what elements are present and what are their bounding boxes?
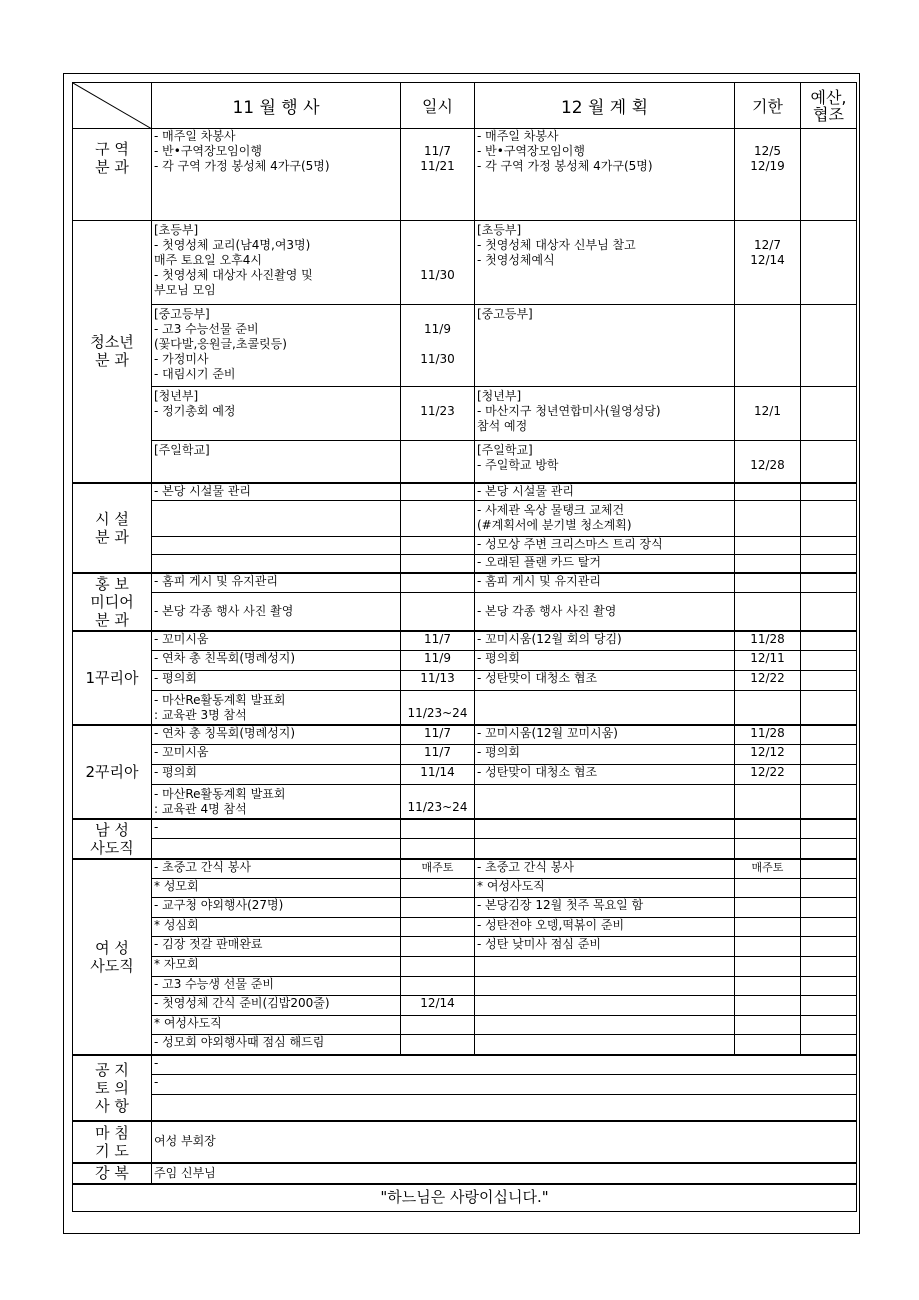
women-dec-7 <box>475 977 735 996</box>
youth-elementary-dec: [초등부] - 첫영성체 대상자 신부님 찰고 - 첫영성체예식 <box>475 221 735 305</box>
curia2-nov-date-1: 11/7 <box>401 725 475 745</box>
facility-dec-4: - 오래된 플랜 카드 탈거 <box>475 555 735 573</box>
women-dec-10 <box>475 1035 735 1055</box>
header-row <box>73 83 857 129</box>
curia2-dec-date-2: 12/12 <box>735 745 801 765</box>
women-row-2 <box>73 879 857 898</box>
closing-prayer-row <box>73 1121 857 1163</box>
women-nov-9: * 여성사도직 <box>152 1016 401 1035</box>
pr-nov-1: - 홈피 게시 및 유지관리 <box>152 573 401 593</box>
curia2-dec-date-3: 12/22 <box>735 765 801 785</box>
women-dec-1: - 초중고 간식 봉사 <box>475 859 735 879</box>
youth-elementary-nov-date: 11/30 <box>401 221 475 305</box>
youth-sunday-school-dec-date: 12/28 <box>735 441 801 483</box>
notice-line-3 <box>152 1095 857 1121</box>
women-dec-4: - 성탄전야 오뎅,떡볶이 준비 <box>475 918 735 937</box>
women-row-1 <box>73 859 857 879</box>
youth-middle-high-budget <box>801 305 857 387</box>
blessing-row <box>73 1163 857 1184</box>
curia1-budget-3 <box>801 671 857 691</box>
women-dec-3: - 본당김장 12월 첫주 목요일 함 <box>475 898 735 918</box>
district-dec: - 매주일 차봉사 - 반•구역장모임이행 - 각 구역 가정 봉성체 4가구(5명) <box>475 129 735 221</box>
pr-dec-date-2 <box>735 593 801 631</box>
women-dec-date-2 <box>735 879 801 898</box>
women-budget-7 <box>801 977 857 996</box>
facility-dec-date-2 <box>735 501 801 537</box>
curia1-dec-date-4 <box>735 691 801 725</box>
pr-nov-2: - 본당 각종 행사 사진 촬영 <box>152 593 401 631</box>
men-nov-date-2 <box>401 839 475 859</box>
curia1-row-2 <box>73 651 857 671</box>
facility-dec-2: - 사제관 옥상 물탱크 교체건 (#계획서에 분기별 청소계획) <box>475 501 735 537</box>
curia1-nov-date-3: 11/13 <box>401 671 475 691</box>
header-dec-date: 기한 <box>735 83 801 129</box>
facility-nov-date-4 <box>401 555 475 573</box>
women-dec-date-10 <box>735 1035 801 1055</box>
blessing-value: 주임 신부님 <box>152 1163 857 1184</box>
youth-label: 청소년 분 과 <box>73 221 152 483</box>
curia1-nov-2: - 연차 총 친목회(명례성지) <box>152 651 401 671</box>
youth-sunday-school-dec: [주일학교] - 주일학교 방학 <box>475 441 735 483</box>
curia2-budget-2 <box>801 745 857 765</box>
women-budget-3 <box>801 898 857 918</box>
facility-row-2 <box>73 501 857 537</box>
women-dec-date-3 <box>735 898 801 918</box>
facility-row-3 <box>73 537 857 555</box>
youth-middle-high-row <box>73 305 857 387</box>
pr-dec-2: - 본당 각종 행사 사진 촬영 <box>475 593 735 631</box>
facility-nov-3 <box>152 537 401 555</box>
women-nov-5: - 김장 젓갈 판매완료 <box>152 937 401 957</box>
women-dec-date-6 <box>735 957 801 977</box>
closing-prayer-label: 마 침 기 도 <box>73 1121 152 1163</box>
curia1-row-1 <box>73 631 857 651</box>
women-budget-6 <box>801 957 857 977</box>
curia1-budget-4 <box>801 691 857 725</box>
facility-dec-date-1 <box>735 483 801 501</box>
curia2-budget-4 <box>801 785 857 819</box>
women-nov-7: - 고3 수능생 선물 준비 <box>152 977 401 996</box>
curia2-nov-4: - 마산Re활동계획 발표회 : 교육관 4명 참석 <box>152 785 401 819</box>
curia1-dec-4 <box>475 691 735 725</box>
curia2-nov-3: - 평의회 <box>152 765 401 785</box>
curia1-dec-3: - 성탄맞이 대청소 협조 <box>475 671 735 691</box>
youth-middle-high-nov: [중고등부] - 고3 수능선물 준비 (꽃다발,응원글,초콜릿등) - 가정미사 - 대림시기 준비 <box>152 305 401 387</box>
women-nov-4: * 성심회 <box>152 918 401 937</box>
youth-elementary-dec-date: 12/7 12/14 <box>735 221 801 305</box>
men-nov-2 <box>152 839 401 859</box>
women-row-4 <box>73 918 857 937</box>
curia1-nov-4: - 마산Re활동계획 발표회 : 교육관 3명 참석 <box>152 691 401 725</box>
facility-dec-3: - 성모상 주변 크리스마스 트리 장식 <box>475 537 735 555</box>
pr-nov-date-1 <box>401 573 475 593</box>
blessing-label: 강 복 <box>73 1163 152 1184</box>
women-nov-6: * 자모회 <box>152 957 401 977</box>
women-row-10 <box>73 1035 857 1055</box>
women-nov-date-1: 매주토 <box>401 859 475 879</box>
curia1-dec-date-1: 11/28 <box>735 631 801 651</box>
curia1-nov-date-4: 11/23~24 <box>401 691 475 725</box>
facility-budget-3 <box>801 537 857 555</box>
women-label: 여 성 사도직 <box>73 859 152 1055</box>
youth-young-adult-nov-date: 11/23 <box>401 387 475 441</box>
women-nov-date-8: 12/14 <box>401 996 475 1016</box>
youth-young-adult-nov: [청년부] - 정기총회 예정 <box>152 387 401 441</box>
women-nov-date-9 <box>401 1016 475 1035</box>
women-row-8 <box>73 996 857 1016</box>
curia2-nov-1: - 연차 총 칭목회(명례성지) <box>152 725 401 745</box>
women-budget-5 <box>801 937 857 957</box>
curia2-row-2 <box>73 745 857 765</box>
pr-row-2 <box>73 593 857 631</box>
closing-prayer-value: 여성 부회장 <box>152 1121 857 1163</box>
women-nov-date-7 <box>401 977 475 996</box>
curia2-budget-1 <box>801 725 857 745</box>
curia1-dec-1: - 꼬미시움(12월 회의 당김) <box>475 631 735 651</box>
facility-nov-date-2 <box>401 501 475 537</box>
curia2-dec-2: - 평의회 <box>475 745 735 765</box>
footer-motto: "하느님은 사랑이십니다." <box>73 1184 857 1212</box>
youth-young-adult-dec: [청년부] - 마산지구 청년연합미사(월영성당) 참석 예정 <box>475 387 735 441</box>
facility-nov-4 <box>152 555 401 573</box>
curia2-row-1 <box>73 725 857 745</box>
header-nov-date: 일시 <box>401 83 475 129</box>
footer-row <box>73 1184 857 1212</box>
women-dec-date-8 <box>735 996 801 1016</box>
women-row-6 <box>73 957 857 977</box>
curia1-dec-date-3: 12/22 <box>735 671 801 691</box>
curia2-dec-1: - 꼬미시움(12월 꼬미시움) <box>475 725 735 745</box>
women-nov-date-5 <box>401 937 475 957</box>
youth-middle-high-nov-date: 11/9 11/30 <box>401 305 475 387</box>
pr-nov-date-2 <box>401 593 475 631</box>
curia1-dec-2: - 평의회 <box>475 651 735 671</box>
facility-budget-4 <box>801 555 857 573</box>
women-nov-date-4 <box>401 918 475 937</box>
curia1-nov-1: - 꼬미시움 <box>152 631 401 651</box>
women-nov-date-6 <box>401 957 475 977</box>
women-budget-2 <box>801 879 857 898</box>
men-dec-date-2 <box>735 839 801 859</box>
women-budget-9 <box>801 1016 857 1035</box>
women-budget-8 <box>801 996 857 1016</box>
youth-sunday-school-row <box>73 441 857 483</box>
women-dec-9 <box>475 1016 735 1035</box>
youth-elementary-row <box>73 221 857 305</box>
curia1-nov-date-1: 11/7 <box>401 631 475 651</box>
facility-dec-date-3 <box>735 537 801 555</box>
women-row-3 <box>73 898 857 918</box>
curia2-nov-date-3: 11/14 <box>401 765 475 785</box>
notice-line-2: - <box>152 1075 857 1095</box>
curia2-budget-3 <box>801 765 857 785</box>
curia1-row-3 <box>73 671 857 691</box>
pr-dec-1: - 홈피 게시 및 유지관리 <box>475 573 735 593</box>
men-nov-date-1 <box>401 819 475 839</box>
women-row-5 <box>73 937 857 957</box>
women-row-9 <box>73 1016 857 1035</box>
curia1-dec-date-2: 12/11 <box>735 651 801 671</box>
pr-dec-date-1 <box>735 573 801 593</box>
pr-budget-2 <box>801 593 857 631</box>
women-nov-3: - 교구청 야외행사(27명) <box>152 898 401 918</box>
diagonal-cell <box>73 83 152 129</box>
curia1-nov-3: - 평의회 <box>152 671 401 691</box>
women-dec-date-5 <box>735 937 801 957</box>
men-label: 남 성 사도직 <box>73 819 152 859</box>
youth-sunday-school-nov-date <box>401 441 475 483</box>
notice-line-1: - <box>152 1055 857 1075</box>
header-dec: 12 월 계 획 <box>475 83 735 129</box>
men-dec-date-1 <box>735 819 801 839</box>
women-nov-date-10 <box>401 1035 475 1055</box>
men-row-1 <box>73 819 857 839</box>
curia2-dec-date-4 <box>735 785 801 819</box>
schedule-table <box>72 82 857 1212</box>
district-label: 구 역 분 과 <box>73 129 152 221</box>
curia2-dec-date-1: 11/28 <box>735 725 801 745</box>
curia1-nov-date-2: 11/9 <box>401 651 475 671</box>
diagonal-line-icon <box>73 83 152 129</box>
curia2-nov-date-4: 11/23~24 <box>401 785 475 819</box>
curia2-nov-date-2: 11/7 <box>401 745 475 765</box>
facility-dec-date-4 <box>735 555 801 573</box>
facility-nov-date-3 <box>401 537 475 555</box>
youth-sunday-school-nov: [주일학교] <box>152 441 401 483</box>
district-budget <box>801 129 857 221</box>
curia2-dec-3: - 성탄맞이 대청소 협조 <box>475 765 735 785</box>
district-nov-date: 11/7 11/21 <box>401 129 475 221</box>
pr-row-1 <box>73 573 857 593</box>
women-dec-date-1: 매주토 <box>735 859 801 879</box>
women-dec-date-4 <box>735 918 801 937</box>
youth-elementary-nov: [초등부] - 첫영성체 교리(남4명,여3명) 매주 토요일 오후4시 - 첫영성체 대상자 사진촬영 및 부모님 모임 <box>152 221 401 305</box>
women-dec-5: - 성탄 낮미사 점심 준비 <box>475 937 735 957</box>
women-nov-date-3 <box>401 898 475 918</box>
notice-row-2 <box>73 1075 857 1095</box>
curia2-row-4 <box>73 785 857 819</box>
curia2-label: 2꾸리아 <box>73 725 152 819</box>
women-row-7 <box>73 977 857 996</box>
facility-row-4 <box>73 555 857 573</box>
facility-budget-1 <box>801 483 857 501</box>
facility-budget-2 <box>801 501 857 537</box>
men-budget-1 <box>801 819 857 839</box>
curia2-row-3 <box>73 765 857 785</box>
district-nov: - 매주일 차봉사 - 반•구역장모임이행 - 각 구역 가정 봉성체 4가구(5명) <box>152 129 401 221</box>
men-row-2 <box>73 839 857 859</box>
youth-middle-high-dec: [중고등부] <box>475 305 735 387</box>
women-nov-1: - 초중고 간식 봉사 <box>152 859 401 879</box>
notice-label: 공 지 토 의 사 항 <box>73 1055 152 1121</box>
header-budget: 예산, 협조 <box>801 83 857 129</box>
facility-dec-1: - 본당 시설물 관리 <box>475 483 735 501</box>
youth-young-adult-row <box>73 387 857 441</box>
women-nov-date-2 <box>401 879 475 898</box>
youth-young-adult-budget <box>801 387 857 441</box>
women-dec-2: * 여성사도직 <box>475 879 735 898</box>
facility-label: 시 설 분 과 <box>73 483 152 573</box>
pr-label: 홍 보 미디어 분 과 <box>73 573 152 631</box>
youth-sunday-school-budget <box>801 441 857 483</box>
women-nov-10: - 성모회 야외행사때 점심 해드림 <box>152 1035 401 1055</box>
facility-nov-2 <box>152 501 401 537</box>
women-budget-1 <box>801 859 857 879</box>
women-budget-4 <box>801 918 857 937</box>
district-row <box>73 129 857 221</box>
women-nov-2: * 성모회 <box>152 879 401 898</box>
men-budget-2 <box>801 839 857 859</box>
youth-young-adult-dec-date: 12/1 <box>735 387 801 441</box>
women-budget-10 <box>801 1035 857 1055</box>
women-dec-6 <box>475 957 735 977</box>
youth-elementary-budget <box>801 221 857 305</box>
pr-budget-1 <box>801 573 857 593</box>
curia1-row-4 <box>73 691 857 725</box>
district-dec-date: 12/5 12/19 <box>735 129 801 221</box>
women-dec-8 <box>475 996 735 1016</box>
men-dec-1 <box>475 819 735 839</box>
curia1-budget-2 <box>801 651 857 671</box>
facility-nov-date-1 <box>401 483 475 501</box>
facility-row-1 <box>73 483 857 501</box>
header-nov: 11 월 행 사 <box>152 83 401 129</box>
notice-row-1 <box>73 1055 857 1075</box>
men-nov-1: - <box>152 819 401 839</box>
women-dec-date-7 <box>735 977 801 996</box>
women-dec-date-9 <box>735 1016 801 1035</box>
youth-middle-high-dec-date <box>735 305 801 387</box>
facility-nov-1: - 본당 시설물 관리 <box>152 483 401 501</box>
curia1-label: 1꾸리아 <box>73 631 152 725</box>
curia1-budget-1 <box>801 631 857 651</box>
curia2-nov-2: - 꼬미시움 <box>152 745 401 765</box>
notice-row-3 <box>73 1095 857 1121</box>
women-nov-8: - 첫영성체 간식 준비(김밥200줄) <box>152 996 401 1016</box>
men-dec-2 <box>475 839 735 859</box>
curia2-dec-4 <box>475 785 735 819</box>
